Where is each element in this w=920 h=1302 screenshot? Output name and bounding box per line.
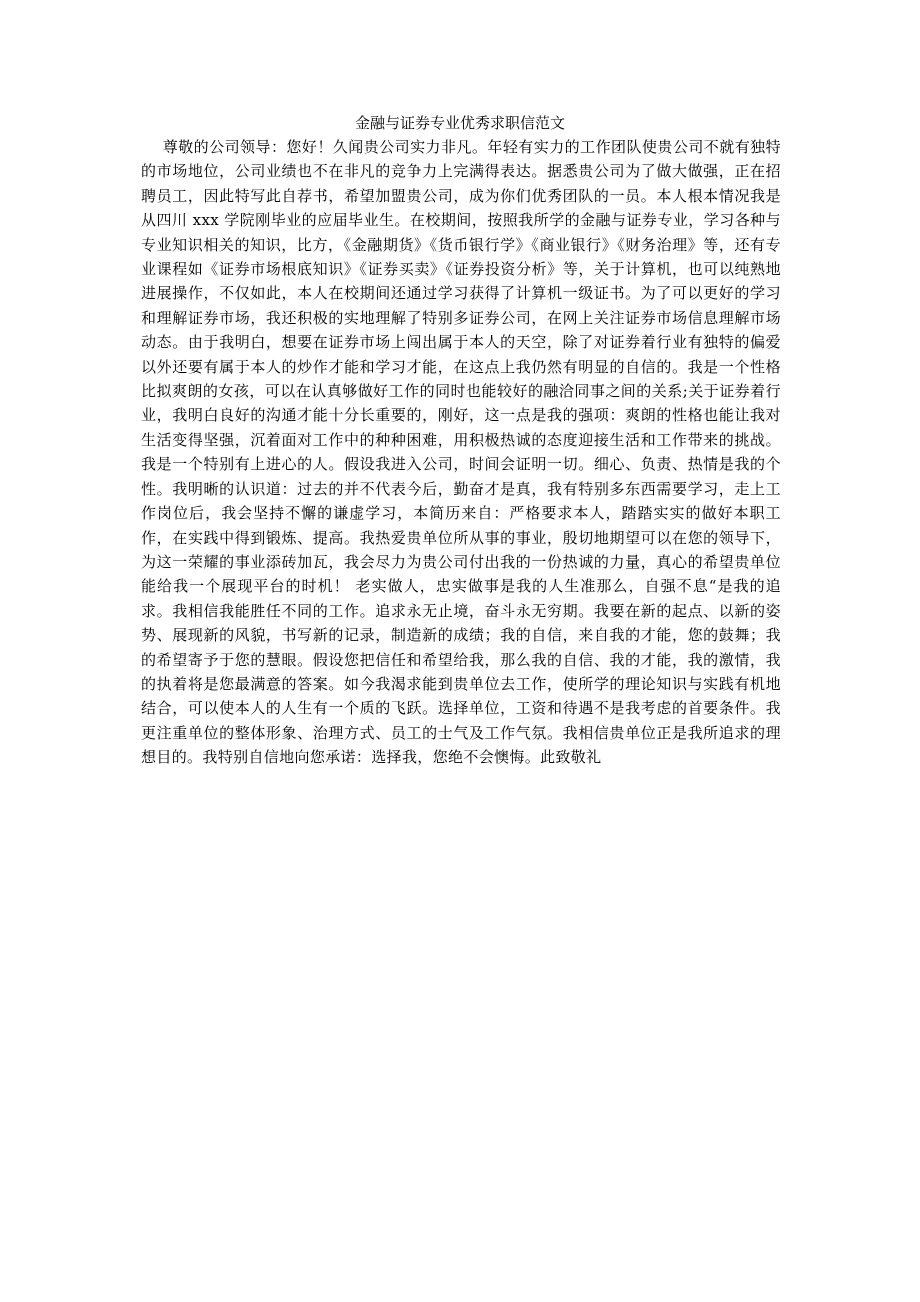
document-body-paragraph: 尊敬的公司领导：您好！久闻贵公司实力非凡。年轻有实力的工作团队使贵公司不就有独特的市场地位，公司业绩也不在非凡的竞争力上完满得表达。据悉贵公司为了做大做强，正在招聘员工，因此特写此自荐书，希望加盟贵公司，成为你们优秀团队的一员。本人根本情况我是从四川 xxx 学院刚毕业的应届毕业生。在校期间，按照我所学的金融与证券专业，学习各种与专业知识相关的知识，比方，《金融期货》《货币银行学》《商业银行》《财务治理》等，还有专业课程如《证券市场根底知识》《证券买卖》《证券投资分析》等，关于计算机，也可以纯熟地进展操作，不仅如此，本人在校期间还通过学习获得了计算机一级证书。为了可以更好的学习和理解证券市场，我还积极的实地理解了特别多证券公司，在网上关注证券市场信息理解市场动态。由于我明白，想要在证券市场上闯出属于本人的天空，除了对证券着行业有独特的偏爱以外还要有属于本人的炒作才能和学习才能，在这点上我仍然有明显的自信的。我是一个性格比拟爽朗的女孩，可以在认真够做好工作的同时也能较好的融洽同事之间的关系;关于证券着行业，我明白良好的沟通才能十分长重要的，刚好，这一点是我的强项：爽朗的性格也能让我对生活变得坚强，沉着面对工作中的种种困难，用积极热诚的态度迎接生活和工作带来的挑战。我是一个特别有上进心的人。假设我进入公司，时间会证明一切。细心、负责、热情是我的个性。我明晰的认识道：过去的并不代表今后，勤奋才是真，我有特别多东西需要学习，走上工作岗位后，我会坚持不懈的谦虚学习，本简历来自：严格要求本人，踏踏实实的做好本职工作，在实践中得到锻炼、提高。我热爱贵单位所从事的事业，殷切地期望可以在您的领导下，为这一荣耀的事业添砖加瓦，我会尽力为贵公司付出我的一份热诚的力量，真心的希望贵单位能给我一个展现平台的时机！ 老实做人，忠实做事是我的人生准那么，自强不息“是我的追求。我相信我能胜任不同的工作。追求永无止境，奋斗永无穷期。我要在新的起点、以新的姿势、展现新的风貌，书写新的记录，制造新的成绩；我的自信，来自我的才能，您的鼓舞；我的希望寄予于您的慧眼。假设您把信任和希望给我，那么我的自信、我的才能，我的激情，我的执着将是您最满意的答案。如今我渴求能到贵单位去工作，使所学的理论知识与实践有机地结合，可以使本人的人生有一个质的飞跃。选择单位，工资和待遇不是我考虑的首要条件。我更注重单位的整体形象、治理方式、员工的士气及工作气氛。我相信贵单位正是我所追求的理想目的。我特别自信地向您承诺：选择我，您绝不会懊悔。此致敬礼 [141, 138, 781, 767]
document-title: 金融与证券专业优秀求职信范文 [354, 114, 565, 132]
